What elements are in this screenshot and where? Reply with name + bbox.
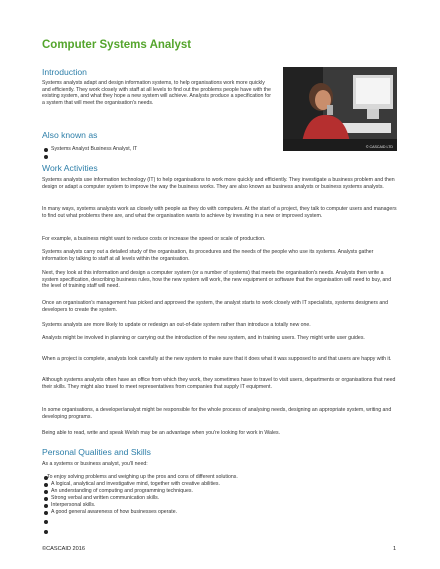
work-activities-paragraph: Next, they look at this information and design a computer system (or a number of systems) that meets the organisation's needs. Analysts then write a system specification, describing business rules, how the new system will work, the new equipment or software that the organisation will need to buy, and the level of training staff will need.: [42, 270, 392, 290]
qualities-item: Interpersonal skills.: [51, 502, 96, 508]
qualities-heading: Personal Qualities and Skills: [42, 447, 151, 457]
introduction-heading: Introduction: [42, 67, 87, 77]
work-activities-paragraph: In some organisations, a developer/analyst might be responsible for the whole process of analysing needs, designing an appropriate system, writing and developing programs.: [42, 407, 392, 420]
work-activities-paragraph: Analysts might be involved in planning or carrying out the introduction of the new system, and in training users. They might write user guides.: [42, 335, 365, 341]
bullet-icon: [44, 155, 48, 159]
bullet-icon: [44, 530, 48, 534]
bullet-icon: [44, 490, 48, 494]
also-known-as-item: Systems Analyst Business Analyst, IT: [51, 146, 138, 152]
bullet-icon: [44, 483, 48, 487]
work-activities-paragraph: Although systems analysts often have an office from which they work, they sometimes have to travel to visit users, departments or organisations that need their skills. They might also travel to meet representatives from companies that supply IT equipment.: [42, 377, 396, 390]
introduction-text: Systems analysts adapt and design information systems, to help organisations work more quickly and efficiently. They work closely with staff at all levels to find out the problems people have with the existing system, and what they hope a new system will achieve. Analysts produce a specification for a system that will meet the organisation's needs.: [42, 80, 271, 107]
bullet-icon: [44, 148, 48, 152]
bullet-icon: [44, 497, 48, 501]
also-known-as-heading: Also known as: [42, 130, 98, 140]
work-activities-paragraph: Systems analysts use information technology (IT) to help organisations to work more quickly and efficiently. They investigate a business problem and then design or adapt a computer system to improve the way the business works. They are also known as business analysts or business systems analysts.: [42, 177, 395, 190]
work-activities-paragraph: In many ways, systems analysts work as closely with people as they do with computers. At the start of a project, they talk to computer users and managers to find out what problems there are, and what the organisation wants to achieve by investing in a new or improved system.: [42, 206, 397, 219]
bullet-icon: [44, 520, 48, 524]
qualities-item: A good general awareness of how businesses operate.: [51, 509, 178, 515]
qualities-item: An understanding of computing and programming techniques.: [51, 488, 193, 494]
page-title: Computer Systems Analyst: [42, 39, 192, 51]
person-at-computer-photo: [283, 67, 397, 151]
footer-page-number: 1: [393, 546, 397, 552]
work-activities-paragraph: For example, a business might want to reduce costs or increase the speed or scale of production.: [42, 236, 266, 242]
photo-illustration: [283, 67, 397, 151]
work-activities-paragraph: When a project is complete, analysts look carefully at the new system to make sure that it does what it was supposed to and that users are happy with it.: [42, 356, 392, 362]
bullet-icon: [44, 511, 48, 515]
photo-caption: © CASCAID LTD: [365, 145, 393, 149]
qualities-intro: As a systems or business analyst, you'll need:: [42, 461, 148, 467]
qualities-item: To enjoy solving problems and weighing up the pros and cons of different solutions.: [47, 474, 238, 480]
qualities-item: Strong verbal and written communication skills.: [51, 495, 160, 501]
work-activities-paragraph: Once an organisation's management has picked and approved the system, the analyst starts to work closely with IT specialists, systems designers and developers to create the system.: [42, 300, 389, 313]
work-activities-paragraph: Systems analysts are more likely to update or redesign an out-of-date system rather than introduce a totally new one.: [42, 322, 311, 328]
work-activities-paragraph: Being able to read, write and speak Welsh may be an advantage when you're looking for work in Wales.: [42, 430, 281, 436]
footer-copyright: ©CASCAID 2016: [42, 546, 85, 552]
bullet-icon: [44, 504, 48, 508]
qualities-item: A logical, analytical and investigative mind, together with creative abilities.: [51, 481, 220, 487]
work-activities-paragraph: Systems analysts carry out a detailed study of the organisation, its procedures and the needs of the people who use its systems. Analysts gather information by talking to staff at all levels within the organisation.: [42, 249, 374, 262]
work-activities-heading: Work Activities: [42, 163, 98, 173]
